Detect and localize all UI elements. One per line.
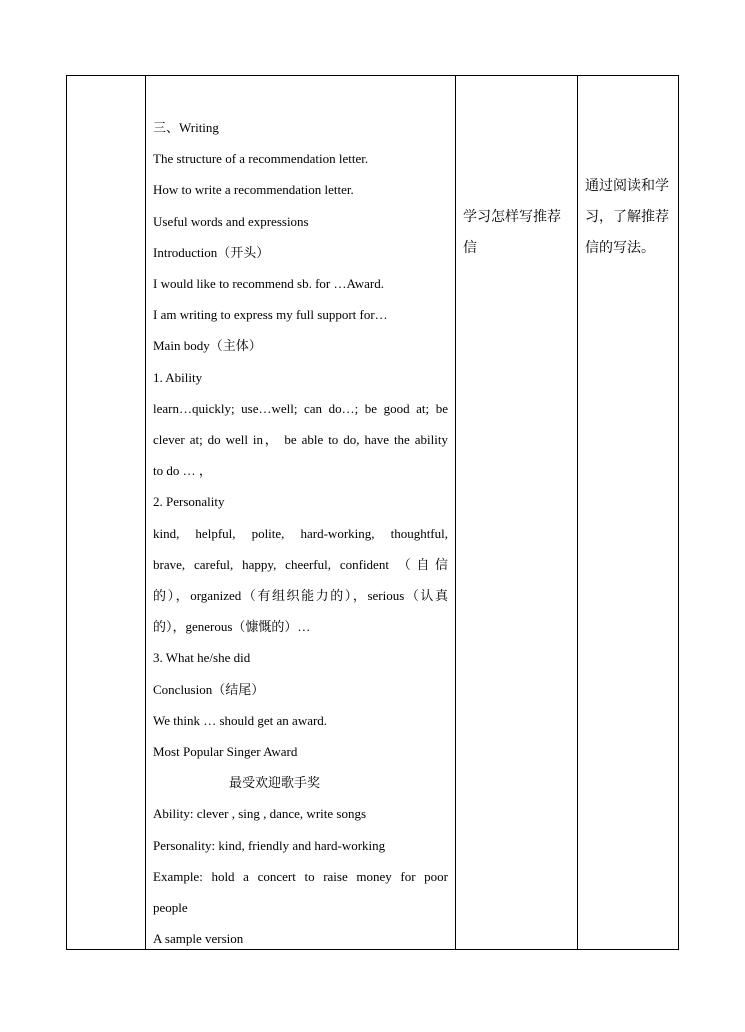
- content-line: brave, careful, happy, cheerful, confident （自信: [153, 556, 448, 572]
- content-line: Useful words and expressions: [153, 213, 309, 229]
- content-line: 的），organized（有组织能力的），serious（认真: [153, 588, 448, 604]
- table-cell-empty: [67, 76, 146, 949]
- table-cell-writing-content: [146, 76, 456, 949]
- content-line: Conclusion（结尾）: [153, 681, 265, 697]
- content-line: 的），generous（慷慨的）…: [153, 619, 311, 635]
- section-heading: 三、Writing: [153, 120, 219, 135]
- content-line: Example: hold a concert to raise money for poor: [153, 868, 448, 884]
- content-line: I would like to recommend sb. for …Award.: [153, 276, 384, 292]
- content-line: to do … ，: [153, 463, 212, 479]
- content-line: 1. Ability: [153, 369, 203, 385]
- content-line: Personality: kind, friendly and hard-working: [153, 837, 386, 853]
- writing-content: [153, 112, 448, 954]
- content-line: I am writing to express my full support for…: [153, 307, 388, 323]
- content-line: How to write a recommendation letter.: [153, 182, 354, 198]
- content-line: We think … should get an award.: [153, 712, 328, 728]
- content-line: Most Popular Singer Award: [153, 744, 298, 760]
- content-line: The structure of a recommendation letter.: [153, 151, 369, 167]
- content-line: 2. Personality: [153, 494, 225, 510]
- content-line: kind, helpful, polite, hard-working, thoughtful,: [153, 525, 448, 541]
- objective-text: 学习怎样写推荐信: [463, 209, 561, 256]
- content-line: A sample version: [153, 931, 244, 947]
- content-line: Ability: clever , sing , dance, write songs: [153, 806, 367, 822]
- content-line: Main body（主体）: [153, 338, 262, 354]
- table-cell-objective: [456, 76, 578, 949]
- content-line: learn…quickly; use…well; can do…; be good at; be: [153, 400, 448, 416]
- lesson-plan-table: [66, 75, 679, 950]
- purpose-text: 通过阅读和学习，了解推荐信的写法。: [585, 178, 669, 256]
- content-line: Introduction（开头）: [153, 244, 270, 260]
- table-cell-purpose: [578, 76, 678, 949]
- content-line: 3. What he/she did: [153, 650, 251, 666]
- content-line: clever at; do well in， be able to do, have the ability: [153, 432, 448, 448]
- content-line: 最受欢迎歌手奖: [229, 775, 321, 791]
- content-line: people: [153, 900, 188, 916]
